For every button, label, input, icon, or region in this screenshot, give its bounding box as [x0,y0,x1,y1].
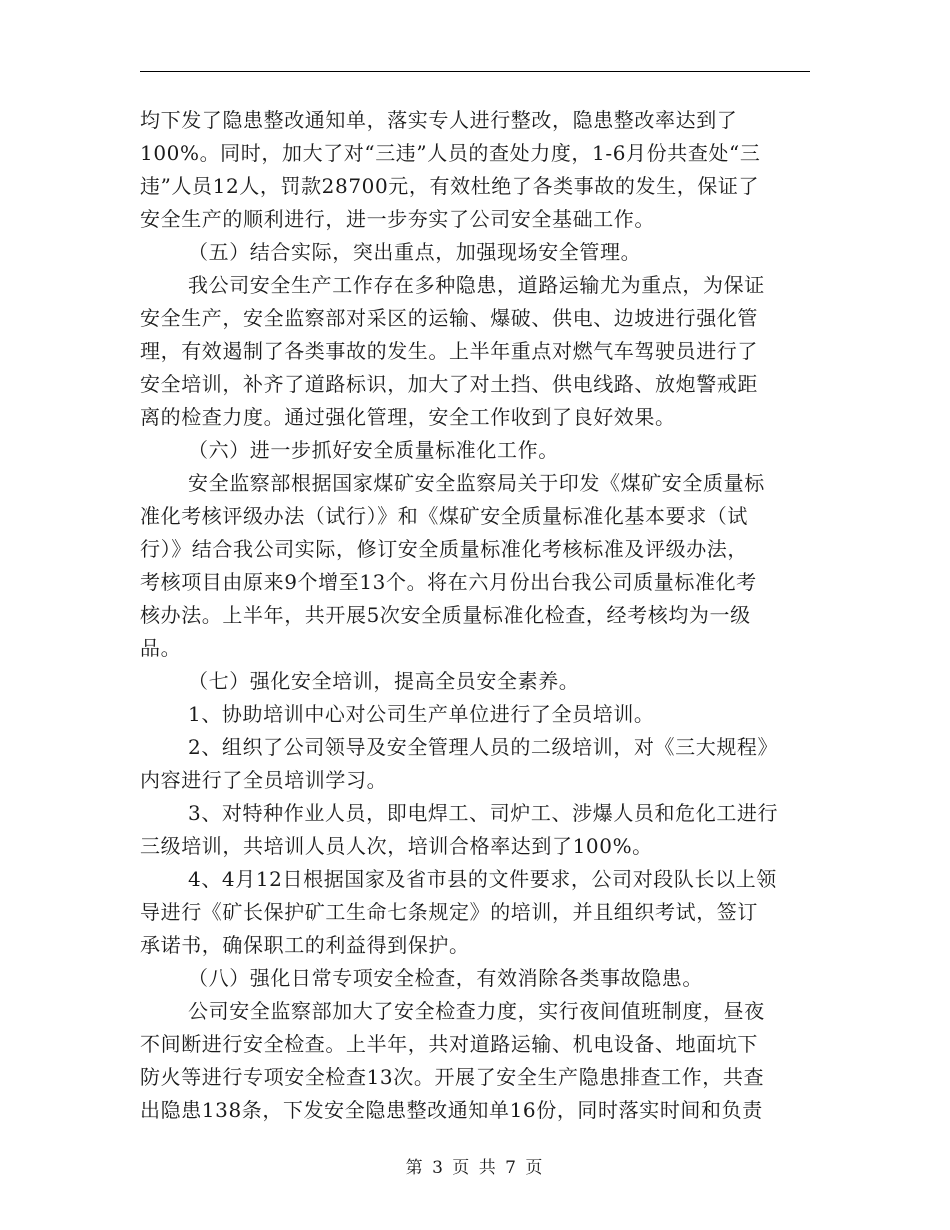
text-line: 我公司安全生产工作存在多种隐患，道路运输尤为重点，为保证 [188,273,765,297]
paragraph [140,434,810,467]
text-line: 导进行《矿长保护矿工生命七条规定》的培训，并且组织考试，签订 [140,900,758,924]
paragraph [140,665,810,698]
paragraph [140,797,810,863]
text-line: 准化考核评级办法（试行）》和《煤矿安全质量标准化基本要求（试 [140,504,748,528]
text-line: 1、协助培训中心对公司生产单位进行了全员培训。 [188,702,655,726]
text-line: （八）强化日常专项安全检查，有效消除各类事故隐患。 [188,966,703,990]
header-rule [140,71,810,72]
text-line: 离的检查力度。通过强化管理，安全工作收到了良好效果。 [140,405,676,429]
text-line: 100%。同时，加大了对“三违”人员的查处力度，1-6月份共查处“三 [140,141,761,165]
page-footer: 第 3 页 共 7 页 [405,1158,545,1178]
text-line: 承诺书，确保职工的利益得到保护。 [140,933,470,957]
text-line: 行）》结合我公司实际，修订安全质量标准化考核标准及评级办法， [140,537,748,561]
text-line: （五）结合实际，突出重点，加强现场安全管理。 [188,240,642,264]
document-body [140,104,810,1127]
text-line: 均下发了隐患整改通知单，落实专人进行整改，隐患整改率达到了 [140,108,738,132]
paragraph [140,698,810,731]
text-line: 品。 [140,636,182,660]
text-line: 出隐患138条，下发安全隐患整改通知单16份，同时落实时间和负责 [140,1098,763,1122]
paragraph [140,962,810,995]
text-line: 理，有效遏制了各类事故的发生。上半年重点对燃气车驾驶员进行了 [140,339,758,363]
paragraph [140,467,810,665]
text-line: 考核项目由原来9个增至13个。将在六月份出台我公司质量标准化考 [140,570,757,594]
text-line: 安全培训，补齐了道路标识，加大了对土挡、供电线路、放炮警戒距 [140,372,758,396]
text-line: 不间断进行安全检查。上半年，共对道路运输、机电设备、地面坑下 [140,1032,758,1056]
text-line: 安全生产，安全监察部对采区的运输、爆破、供电、边坡进行强化管 [140,306,758,330]
text-line: 核办法。上半年，共开展5次安全质量标准化检查，经考核均为一级 [140,603,751,627]
text-line: 4、4月12日根据国家及省市县的文件要求，公司对段队长以上领 [188,867,777,891]
text-line: 3、对特种作业人员，即电焊工、司炉工、涉爆人员和危化工进行 [188,801,779,825]
paragraph [140,731,810,797]
text-line: 违”人员12人，罚款28700元，有效杜绝了各类事故的发生，保证了 [140,174,760,198]
text-line: （七）强化安全培训，提高全员安全素养。 [188,669,580,693]
paragraph [140,863,810,962]
paragraph [140,104,810,236]
text-line: 内容进行了全员培训学习。 [140,768,388,792]
text-line: （六）进一步抓好安全质量标准化工作。 [188,438,559,462]
text-line: 安全生产的顺利进行，进一步夯实了公司安全基础工作。 [140,207,655,231]
text-line: 安全监察部根据国家煤矿安全监察局关于印发《煤矿安全质量标 [188,471,765,495]
text-line: 三级培训，共培训人员人次，培训合格率达到了100%。 [140,834,653,858]
paragraph [140,236,810,269]
text-line: 2、组织了公司领导及安全管理人员的二级培训，对《三大规程》 [188,735,779,759]
text-line: 公司安全监察部加大了安全检查力度，实行夜间值班制度，昼夜 [188,999,765,1023]
paragraph [140,269,810,434]
paragraph [140,995,810,1127]
text-line: 防火等进行专项安全检查13次。开展了安全生产隐患排查工作，共查 [140,1065,765,1089]
